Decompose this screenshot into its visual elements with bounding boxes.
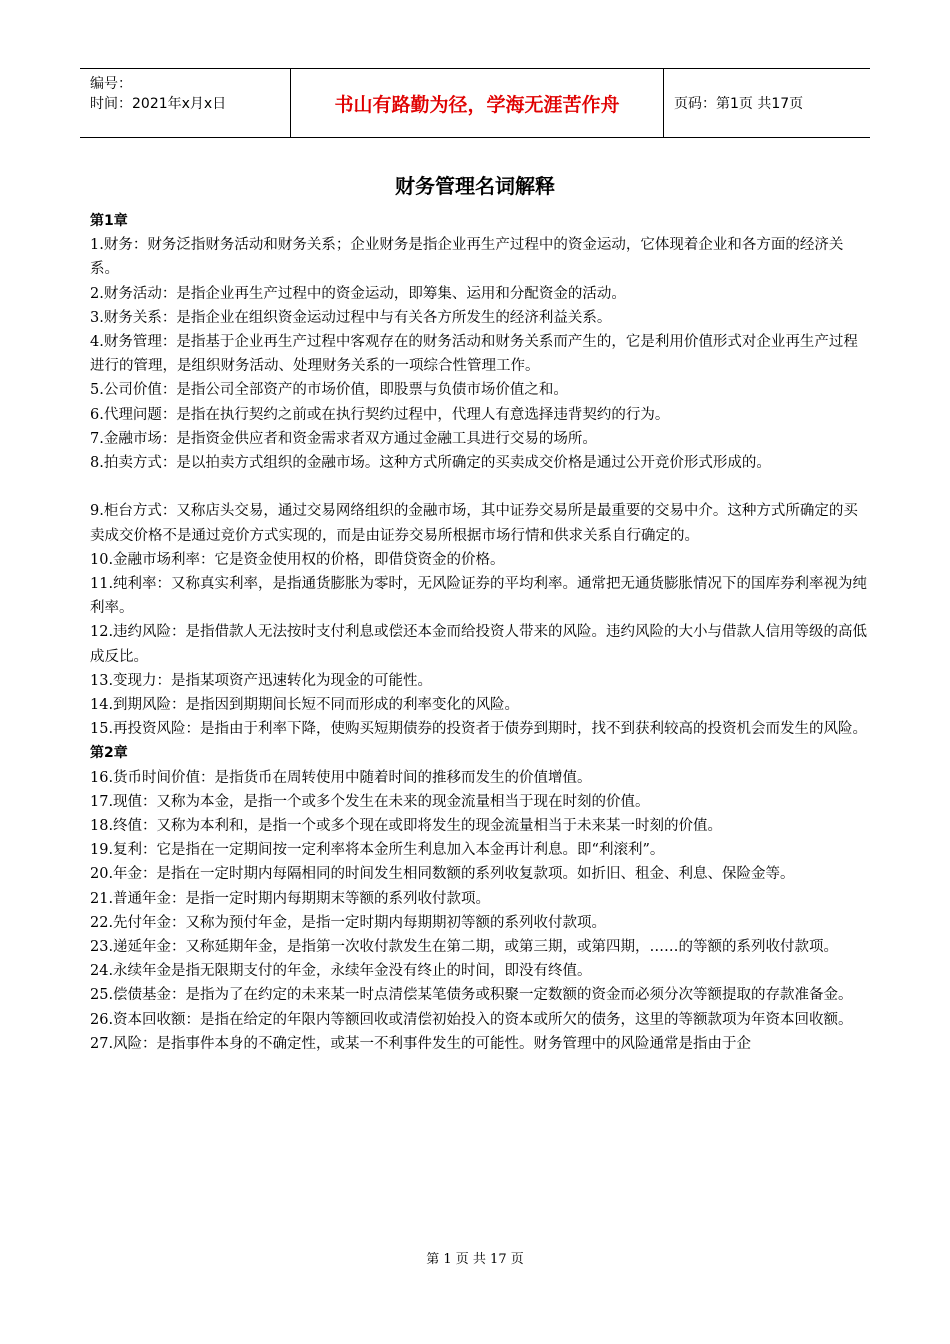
term-definition: 27.风险：是指事件本身的不确定性，或某一不利事件发生的可能性。财务管理中的风险通常是指由于企	[90, 1035, 752, 1052]
term-definition: 26.资本回收额：是指在给定的年限内等额回收或清偿初始投入的资本或所欠的债务，这里的等额款项为年资本回收额。	[90, 1011, 853, 1028]
term-definition: 4.财务管理：是指基于企业再生产过程中客观存在的财务活动和财务关系而产生的，它是利用价值形式对企业再生产过程进行的管理，是组织财务活动、处理财务关系的一项综合性管理工作。	[90, 334, 858, 375]
term-definition: 3.财务关系：是指企业在组织资金运动过程中与有关各方所发生的经济利益关系。	[90, 309, 612, 326]
term-definition: 18.终值：又称为本利和，是指一个或多个现在或即将发生的现金流量相当于未来某一时刻的价值。	[90, 818, 723, 835]
term-definition: 9.柜台方式：又称店头交易，通过交易网络组织的金融市场，其中证券交易所是最重要的交易中介。这种方式所确定的买卖成交价格不是通过竞价方式实现的，而是由证券交易所根据市场行情和供求关系自行确定的。	[90, 503, 858, 544]
term-definition: 2.财务活动：是指企业再生产过程中的资金运动，即筹集、运用和分配资金的活动。	[90, 285, 626, 302]
term-definition: 8.拍卖方式：是以拍卖方式组织的金融市场。这种方式所确定的买卖成交价格是通过公开竞价形式形成的。	[90, 455, 771, 472]
document-date: 时间：2021年x月x日	[90, 96, 227, 112]
chapter-heading: 第2章	[90, 745, 128, 762]
page-footer: 第 1 页 共 17 页	[426, 1252, 524, 1267]
term-definition: 12.违约风险：是指借款人无法按时支付利息或偿还本金而给投资人带来的风险。违约风险的大小与借款人信用等级的高低成反比。	[90, 624, 868, 665]
term-definition: 14.到期风险：是指因到期期间长短不同而形成的利率变化的风险。	[90, 697, 520, 714]
page-header	[80, 68, 870, 138]
header-page-info: 页码：第1页 共17页	[674, 96, 804, 112]
term-definition: 23.递延年金：又称延期年金，是指第一次收付款发生在第二期，或第三期，或第四期，……的等额的系列收付款项。	[90, 939, 839, 956]
term-definition: 10.金融市场利率：它是资金使用权的价格，即借贷资金的价格。	[90, 551, 505, 568]
term-definition: 1.财务：财务泛指财务活动和财务关系；企业财务是指企业再生产过程中的资金运动，它体现着企业和各方面的经济关系。	[90, 237, 844, 278]
term-definition: 22.先付年金：又称为预付年金，是指一定时期内每期期初等额的系列收付款项。	[90, 914, 607, 931]
term-definition: 24.永续年金是指无限期支付的年金，永续年金没有终止的时间，即没有终值。	[90, 963, 592, 980]
term-definition: 6.代理问题：是指在执行契约之前或在执行契约过程中，代理人有意选择违背契约的行为。	[90, 406, 670, 423]
document-title: 财务管理名词解释	[395, 174, 555, 198]
chapter-heading: 第1章	[90, 213, 128, 229]
document-number-label: 编号：	[90, 76, 132, 92]
term-definition: 19.复利：它是指在一定期间按一定利率将本金所生利息加入本金再计利息。即“利滚利”。	[90, 842, 665, 859]
term-definition: 7.金融市场：是指资金供应者和资金需求者双方通过金融工具进行交易的场所。	[90, 430, 597, 447]
term-definition: 16.货币时间价值：是指货币在周转使用中随着时间的推移而发生的价值增值。	[90, 769, 592, 786]
header-meta	[80, 69, 291, 137]
term-definition: 25.偿债基金：是指为了在约定的未来某一时点清偿某笔债务或积聚一定数额的资金而必须分次等额提取的存款准备金。	[90, 987, 853, 1004]
header-motto: 书山有路勤为径，学海无涯苦作舟	[291, 69, 664, 137]
blank-line	[90, 475, 870, 499]
term-definition: 13.变现力：是指某项资产迅速转化为现金的可能性。	[90, 672, 433, 689]
document-body	[90, 209, 870, 1056]
term-definition: 11.纯利率：又称真实利率，是指通货膨胀为零时，无风险证券的平均利率。通常把无通货膨胀情况下的国库券利率视为纯利率。	[90, 576, 868, 617]
term-definition: 15.再投资风险：是指由于利率下降，使购买短期债券的投资者于债券到期时，找不到获利较高的投资机会而发生的风险。	[90, 721, 868, 738]
term-definition: 17.现值：又称为本金，是指一个或多个发生在未来的现金流量相当于现在时刻的价值。	[90, 793, 650, 810]
term-definition: 20.年金：是指在一定时期内每隔相同的时间发生相同数额的系列收复款项。如折旧、租金、利息、保险金等。	[90, 866, 795, 883]
term-definition: 21.普通年金：是指一定时期内每期期末等额的系列收付款项。	[90, 890, 491, 907]
term-definition: 5.公司价值：是指公司全部资产的市场价值，即股票与负债市场价值之和。	[90, 382, 568, 399]
